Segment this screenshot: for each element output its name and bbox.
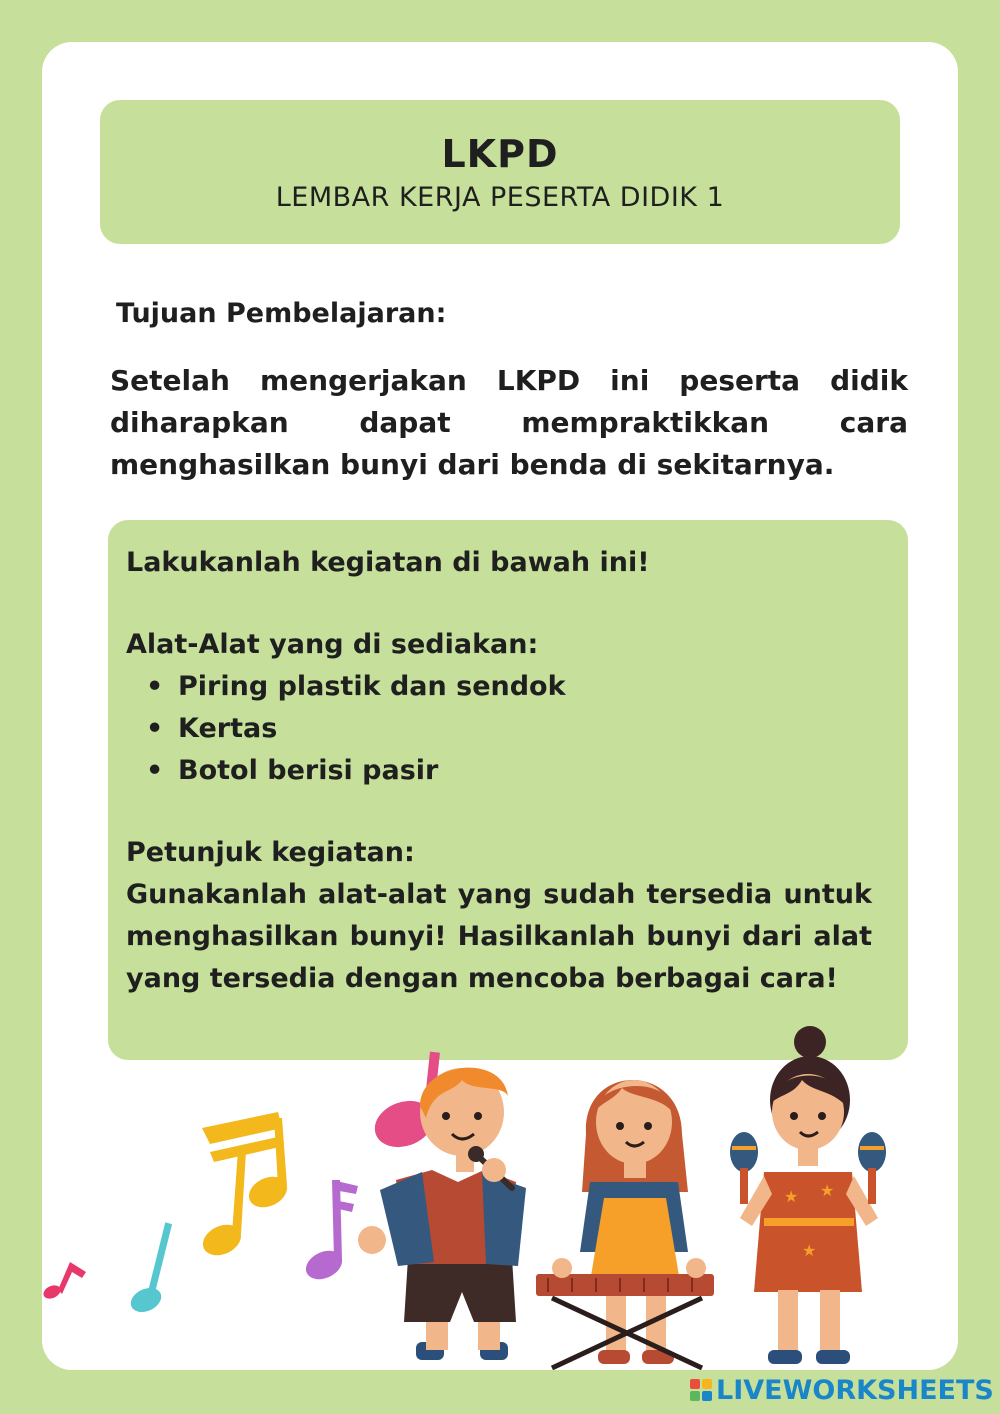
tools-list [126, 666, 872, 792]
svg-text:★: ★ [784, 1187, 799, 1206]
purple-music-note-icon [301, 1180, 358, 1285]
activity-panel [108, 520, 908, 1060]
liveworksheets-logo-icon [690, 1379, 712, 1401]
instructions-heading: Petunjuk kegiatan: [126, 837, 415, 868]
liveworksheets-watermark [690, 1374, 994, 1406]
tools-list-item: • Botol berisi pasir [146, 750, 872, 792]
teal-music-note-icon [127, 1222, 172, 1316]
learning-goal-text: Setelah mengerjakan LKPD ini peserta didik diharapkan dapat mempraktikkan cara menghasilkan bunyi dari benda di sekitarnya. [110, 364, 908, 481]
watermark-text: LIVEWORKSHEETS [716, 1374, 994, 1406]
children-music-illustration [42, 1022, 958, 1370]
yellow-double-note-icon [198, 1112, 292, 1261]
svg-text:★: ★ [820, 1181, 835, 1200]
svg-text:★: ★ [802, 1241, 817, 1260]
worksheet-card [42, 42, 958, 1370]
tools-heading: Alat-Alat yang di sediakan: [126, 629, 539, 660]
instructions-text: Gunakanlah alat-alat yang sudah tersedia untuk menghasilkan bunyi! Hasilkanlah bunyi dari alat yang tersedia dengan mencoba berbagai cara! [126, 879, 872, 994]
maraca-icon [730, 1132, 758, 1204]
tools-list-item: • Piring plastik dan sendok [146, 666, 872, 708]
page-title: LKPD [441, 132, 559, 176]
learning-goal-heading: Tujuan Pembelajaran: [116, 298, 447, 329]
activity-intro: Lakukanlah kegiatan di bawah ini! [126, 547, 650, 578]
tools-list-item: • Kertas [146, 708, 872, 750]
page-subtitle: LEMBAR KERJA PESERTA DIDIK 1 [275, 182, 725, 213]
girl-xylophone-figure [536, 1080, 714, 1368]
girl-maracas-figure [730, 1026, 886, 1364]
header-banner [100, 100, 900, 244]
pink-music-note-icon [42, 1262, 86, 1301]
